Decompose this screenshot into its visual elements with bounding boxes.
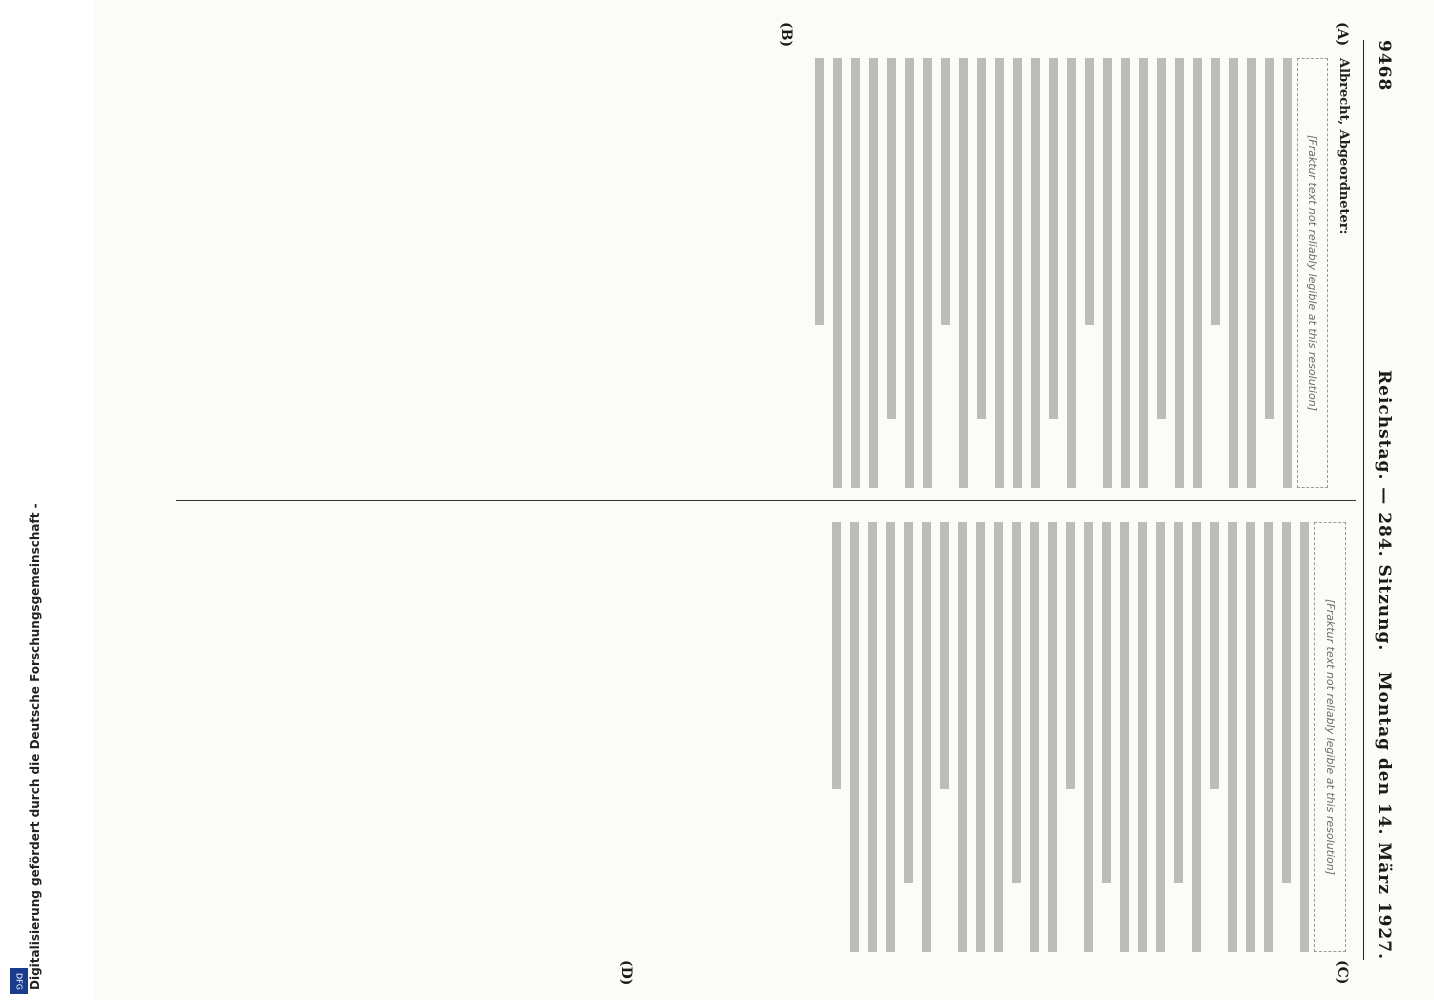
margin-mark-d: (D) — [618, 960, 634, 986]
page-content — [95, 0, 1434, 1000]
date-line: Montag den 14. März 1927. — [1374, 671, 1394, 960]
funding-notice-text: Digitalisierung gefördert durch die Deutsche Forschungsgemeinschaft - — [28, 503, 42, 990]
column-divider — [176, 500, 1356, 501]
left-column — [806, 58, 1352, 488]
margin-mark-a: (A) — [1334, 22, 1350, 47]
right-column-text-placeholder — [833, 522, 1310, 952]
speaker-name: Albrecht, Abgeordneter: — [1336, 58, 1351, 235]
right-column — [824, 522, 1353, 952]
left-column-illegible: [Fraktur text not reliably legible at this resolution] — [1297, 58, 1329, 488]
page-number: 9468 — [1374, 40, 1394, 92]
funding-notice — [4, 0, 42, 1000]
margin-mark-b: (B) — [778, 22, 794, 48]
dfg-logo-icon: DFG — [10, 968, 28, 994]
scanned-page — [95, 0, 1434, 1000]
page-header — [1368, 40, 1394, 960]
left-column-text-placeholder — [815, 58, 1292, 488]
right-column-illegible: [Fraktur text not reliably legible at this resolution] — [1315, 522, 1347, 952]
margin-mark-c: (C) — [1334, 960, 1350, 985]
header-rule — [1363, 40, 1364, 960]
running-title: Reichstag. — 284. Sitzung. — [1374, 370, 1394, 652]
